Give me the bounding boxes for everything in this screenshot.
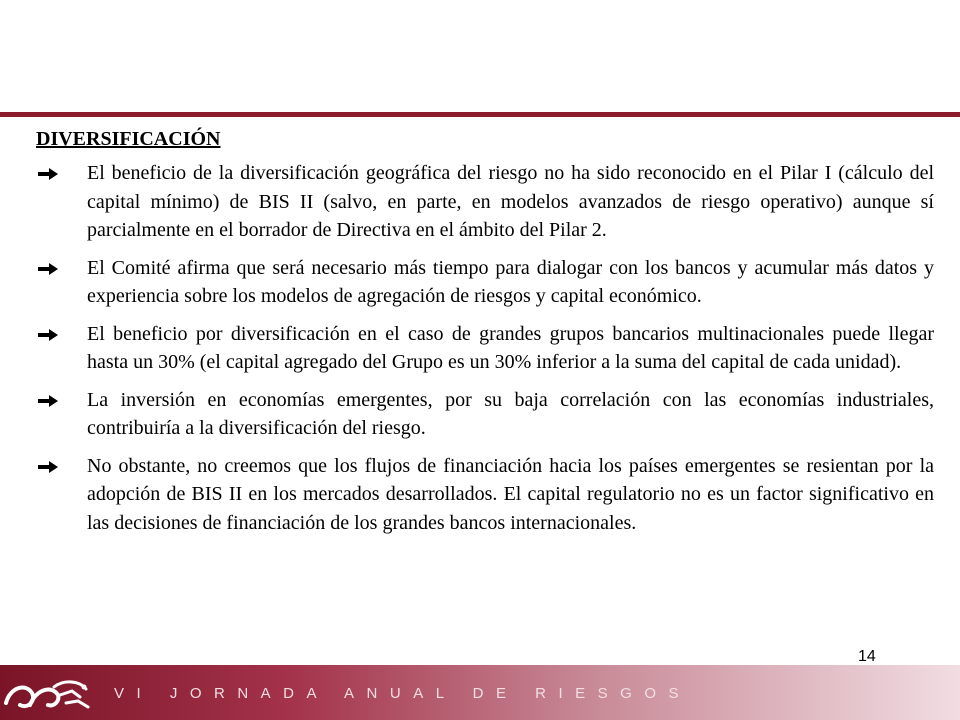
dragon-logo-icon [0, 665, 96, 720]
bullet-item [36, 254, 934, 311]
arrow-bullet-icon [38, 329, 58, 341]
footer-banner [0, 665, 960, 720]
bullet-item [36, 386, 934, 443]
bullet-text: El beneficio por diversificación en el caso de grandes grupos bancarios multinacionales puede llegar hasta un 30% (el capital agregado del Grupo es un 30% inferior a la suma del capital de cada unidad). [87, 322, 934, 373]
bullet-text: La inversión en economías emergentes, por su baja correlación con las economías industriales, contribuiría a la diversificación del riesgo. [87, 388, 934, 439]
bullet-item [36, 452, 934, 538]
page-number: 14 [858, 648, 876, 665]
slide-heading: DIVERSIFICACIÓN [36, 128, 221, 150]
bullet-item [36, 159, 934, 245]
bullet-text: El Comité afirma que será necesario más tiempo para dialogar con los bancos y acumular más datos y experiencia sobre los modelos de agregación de riesgos y capital económico. [87, 256, 934, 307]
bullet-text: No obstante, no creemos que los flujos de financiación hacia los países emergentes se resientan por la adopción de BIS II en los mercados desarrollados. El capital regulatorio no es un factor significativo en las decisiones de financiación de los grandes bancos internacionales. [87, 454, 934, 534]
arrow-bullet-icon [38, 168, 58, 180]
bullet-text: El beneficio de la diversificación geográfica del riesgo no ha sido reconocido en el Pilar I (cálculo del capital mínimo) de BIS II (salvo, en parte, en modelos avanzados de riesgo operativo) aunque sí parcialmente en el borrador de Directiva en el ámbito del Pilar 2. [87, 162, 934, 241]
bullet-item [36, 320, 934, 377]
header-divider [0, 112, 960, 117]
arrow-bullet-icon [38, 461, 58, 473]
arrow-bullet-icon [38, 263, 58, 275]
slide-content [36, 124, 934, 546]
bullet-list [36, 159, 934, 537]
footer-title: VI JORNADA ANUAL DE RIESGOS [114, 685, 692, 702]
arrow-bullet-icon [38, 395, 58, 407]
